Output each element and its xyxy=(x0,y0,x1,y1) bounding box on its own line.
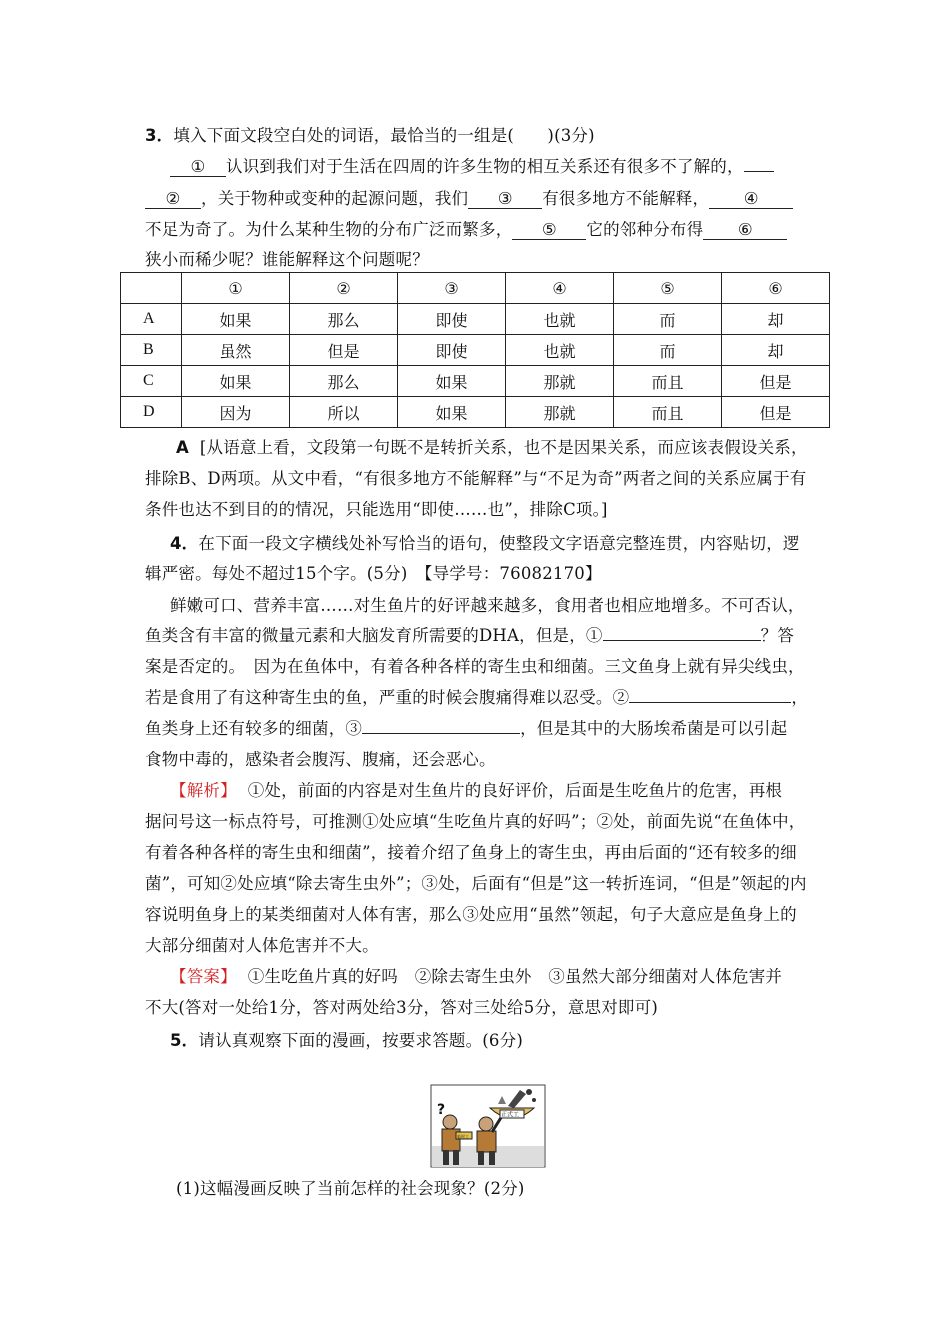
table-cell: ⑤ xyxy=(614,273,722,304)
blank-2: ② xyxy=(145,190,201,209)
table-cell: 但是 xyxy=(722,366,830,397)
table-cell: 虽然 xyxy=(182,335,290,366)
answer-tag: 【答案】 xyxy=(170,967,237,986)
table-cell: 所以 xyxy=(290,397,398,428)
q3-answer-line-3: 条件也达不到目的的情况，只能选用“即使……也”，排除C项。] xyxy=(145,500,608,519)
blank-answer-1 xyxy=(603,640,761,641)
answer-letter: A xyxy=(176,438,189,457)
bowl-label: 正式工 xyxy=(501,1111,520,1119)
cartoon-illustration xyxy=(430,1084,546,1168)
blank-3: ③ xyxy=(468,190,542,209)
q5-subquestion-1: (1)这幅漫画反映了当前怎样的社会现象？(2分) xyxy=(176,1179,525,1198)
blank-6: ⑥ xyxy=(703,221,787,240)
table-cell: 那么 xyxy=(290,304,398,335)
small-bowl-label: 临时工 xyxy=(457,1134,469,1139)
q4-analysis-line-6: 大部分细菌对人体危害并不大。 xyxy=(145,936,379,955)
q4-analysis-line-3: 有着各种各样的寄生虫和细菌”，接着介绍了鱼身上的寄生虫，再由后面的“还有较多的细 xyxy=(145,843,797,862)
table-cell: 那么 xyxy=(290,366,398,397)
table-row xyxy=(121,366,830,397)
table-cell: B xyxy=(121,335,182,366)
table-cell: C xyxy=(121,366,182,397)
table-cell: 但是 xyxy=(722,397,830,428)
q3-paragraph-line-3: 不足为奇了。为什么某种生物的分布广泛而繁多， ⑤ 它的邻种分布得 ⑥ xyxy=(145,218,787,242)
q4-analysis-line-4: 菌”，可知②处应填“除去寄生虫外”；③处，后面有“但是”这一转折连词，“但是”领起的内 xyxy=(145,874,807,893)
q3-answer-line-2: 排除B、D两项。从文中看，“有很多地方不能解释”与“不足为奇”两者之间的关系应属于有 xyxy=(145,469,807,488)
q3-options-table xyxy=(120,272,830,428)
table-cell: 如果 xyxy=(398,366,506,397)
table-header-row xyxy=(121,273,830,304)
q4-passage-line-5: 鱼类身上还有较多的细菌，③ ，但是其中的大肠埃希菌是可以引起 xyxy=(145,719,788,738)
table-cell: 但是 xyxy=(290,335,398,366)
q3-answer-line-1: A [从语意上看，文段第一句既不是转折关系，也不是因果关系，而应该表假设关系， xyxy=(176,438,808,457)
blank-5: ⑤ xyxy=(512,221,586,240)
table-cell: ③ xyxy=(398,273,506,304)
table-cell: 而 xyxy=(614,335,722,366)
table-cell: ④ xyxy=(506,273,614,304)
cartoon-drawing xyxy=(430,1084,546,1168)
table-cell: ② xyxy=(290,273,398,304)
question-mark: ? xyxy=(437,1102,446,1118)
table-row xyxy=(121,335,830,366)
table-cell: 而且 xyxy=(614,397,722,428)
table-cell: A xyxy=(121,304,182,335)
table-row xyxy=(121,397,830,428)
table-cell: ① xyxy=(182,273,290,304)
q4-analysis-line-1: 【解析】 ①处，前面的内容是对生鱼片的良好评价，后面是生吃鱼片的危害，再根 xyxy=(170,781,783,800)
table-cell: 而且 xyxy=(614,366,722,397)
q3-paragraph-line-1: ① 认识到我们对于生活在四周的许多生物的相互关系还有很多不了解的， xyxy=(170,155,774,179)
q4-passage-line-3: 案是否定的。 因为在鱼体中，有着各种各样的寄生虫和细菌。三文鱼身上就有异尖线虫， xyxy=(145,657,805,676)
q3-title: 3．填入下面文段空白处的词语，最恰当的一组是( )(3分) xyxy=(145,126,595,145)
table-cell: 如果 xyxy=(398,397,506,428)
q4-passage-line-2: 鱼类含有丰富的微量元素和大脑发育所需要的DHA，但是，① ？答 xyxy=(145,626,795,645)
table-cell: 即使 xyxy=(398,304,506,335)
table-cell: 如果 xyxy=(182,304,290,335)
table-cell: 也就 xyxy=(506,335,614,366)
q4-answer-line-1: 【答案】 ①生吃鱼片真的好吗 ②除去寄生虫外 ③虽然大部分细菌对人体危害并 xyxy=(170,967,783,986)
table-cell: ⑥ xyxy=(722,273,830,304)
q4-analysis-line-2: 据问号这一标点符号，可推测①处应填“生吃鱼片真的好吗”；②处，前面先说“在鱼体中， xyxy=(145,812,806,831)
table-row xyxy=(121,304,830,335)
q4-title-line-1: 4．在下面一段文字横线处补写恰当的语句，使整段文字语意完整连贯，内容贴切，逻 xyxy=(170,534,800,553)
q4-passage-line-1: 鲜嫩可口、营养丰富……对生鱼片的好评越来越多，食用者也相应地增多。不可否认， xyxy=(170,596,805,615)
blank-answer-3 xyxy=(362,733,520,734)
table-cell: 而 xyxy=(614,304,722,335)
table-cell: 如果 xyxy=(182,366,290,397)
table-cell: 那就 xyxy=(506,366,614,397)
q4-answer-line-2: 不大(答对一处给1分，答对两处给3分，答对三处给5分，意思对即可) xyxy=(145,998,658,1017)
q4-analysis-line-5: 容说明鱼身上的某类细菌对人体有害，那么③处应用“虽然”领起，句子大意应是鱼身上的 xyxy=(145,905,797,924)
q5-title: 5．请认真观察下面的漫画，按要求答题。(6分) xyxy=(170,1031,523,1050)
table-cell: 即使 xyxy=(398,335,506,366)
q4-title-line-2: 辑严密。每处不超过15个字。(5分) 【导学号：76082170】 xyxy=(145,564,602,583)
blank-4: ④ xyxy=(709,190,793,209)
table-cell: 那就 xyxy=(506,397,614,428)
table-cell: 却 xyxy=(722,335,830,366)
table-cell xyxy=(121,273,182,304)
q4-passage-line-4: 若是食用了有这种寄生虫的鱼，严重的时候会腹痛得难以忍受。② ， xyxy=(145,688,809,707)
q3-paragraph-line-4: 狭小而稀少呢？谁能解释这个问题呢？ xyxy=(145,250,429,269)
blank-line xyxy=(744,171,774,172)
analysis-tag: 【解析】 xyxy=(170,781,237,800)
blank-1: ① xyxy=(170,158,226,177)
table-cell: D xyxy=(121,397,182,428)
table-cell: 也就 xyxy=(506,304,614,335)
table-cell: 却 xyxy=(722,304,830,335)
table-cell: 因为 xyxy=(182,397,290,428)
q3-paragraph-line-2: ② ，关于物种或变种的起源问题，我们 ③ 有很多地方不能解释， ④ xyxy=(145,187,793,211)
blank-answer-2 xyxy=(629,702,791,703)
q4-passage-line-6: 食物中毒的，感染者会腹泻、腹痛，还会恶心。 xyxy=(145,750,496,769)
